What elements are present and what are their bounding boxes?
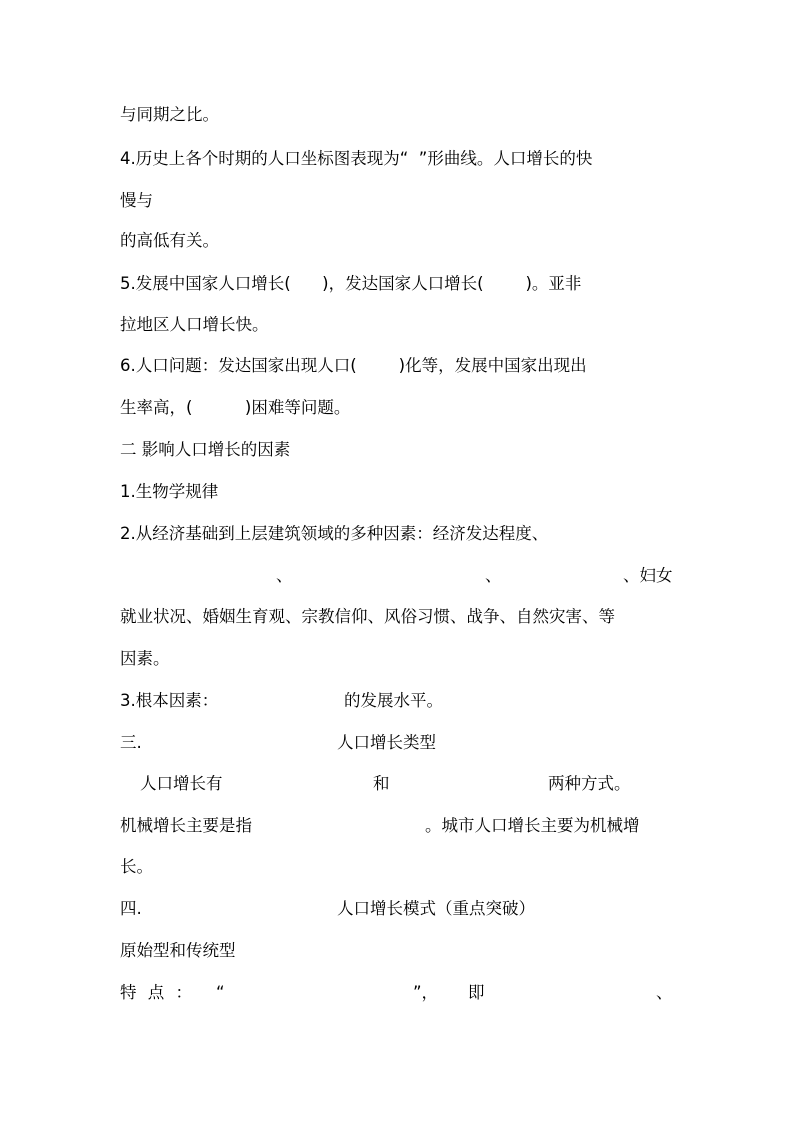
text-line-3: 慢与	[120, 191, 153, 210]
text-line-7: 6.人口问题：发达国家出现人口( )化等，发展中国家出现出	[120, 356, 587, 375]
text-line-2: 4.历史上各个时期的人口坐标图表现为“ ”形曲线。人口增长的快	[120, 149, 593, 168]
text-line-17-a: 人口增长有	[140, 774, 223, 793]
text-line-1: 与同期之比。	[120, 105, 219, 124]
blank-separator-2: 、	[485, 566, 502, 585]
text-line-21: 原始型和传统型	[120, 941, 236, 960]
text-line-15-a: 3.根本因素：	[120, 691, 219, 710]
text-line-22-close-quote: ”，	[413, 983, 439, 1002]
text-line-17-b: 和	[373, 774, 390, 793]
section-heading-4-title: 人口增长模式（重点突破）	[337, 899, 535, 918]
text-line-18-a: 机械增长主要是指	[120, 816, 252, 835]
blank-separator-3: 、妇女	[623, 566, 673, 585]
text-line-11: 2.从经济基础到上层建筑领域的多种因素：经济发达程度、	[120, 524, 549, 543]
text-line-13: 就业状况、婚姻生育观、宗教信仰、风俗习惯、战争、自然灾害、等	[120, 607, 615, 626]
text-line-22-label: 特 点 ：	[120, 983, 195, 1002]
text-line-22-ji: 即	[468, 983, 485, 1002]
text-line-4: 的高低有关。	[120, 231, 219, 250]
text-line-17-c: 两种方式。	[548, 774, 631, 793]
text-line-10: 1.生物学规律	[120, 482, 219, 501]
text-line-8: 生率高，( )困难等问题。	[120, 398, 351, 417]
section-heading-3-title: 人口增长类型	[337, 733, 436, 752]
text-line-5: 5.发展中国家人口增长( )，发达国家人口增长( )。亚非	[120, 274, 582, 293]
text-line-6: 拉地区人口增长快。	[120, 315, 269, 334]
text-line-22-open-quote: “	[216, 983, 225, 1002]
text-line-15-b: 的发展水平。	[344, 691, 443, 710]
text-line-18-b: 。城市人口增长主要为机械增	[425, 816, 640, 835]
text-line-19: 长。	[120, 857, 153, 876]
text-line-22-separator: 、	[656, 983, 673, 1002]
blank-separator-1: 、	[276, 566, 293, 585]
section-heading-4-number: 四.	[120, 899, 142, 918]
text-line-14: 因素。	[120, 649, 170, 668]
section-heading-3-number: 三.	[120, 733, 142, 752]
section-heading-2: 二 影响人口增长的因素	[120, 440, 291, 459]
